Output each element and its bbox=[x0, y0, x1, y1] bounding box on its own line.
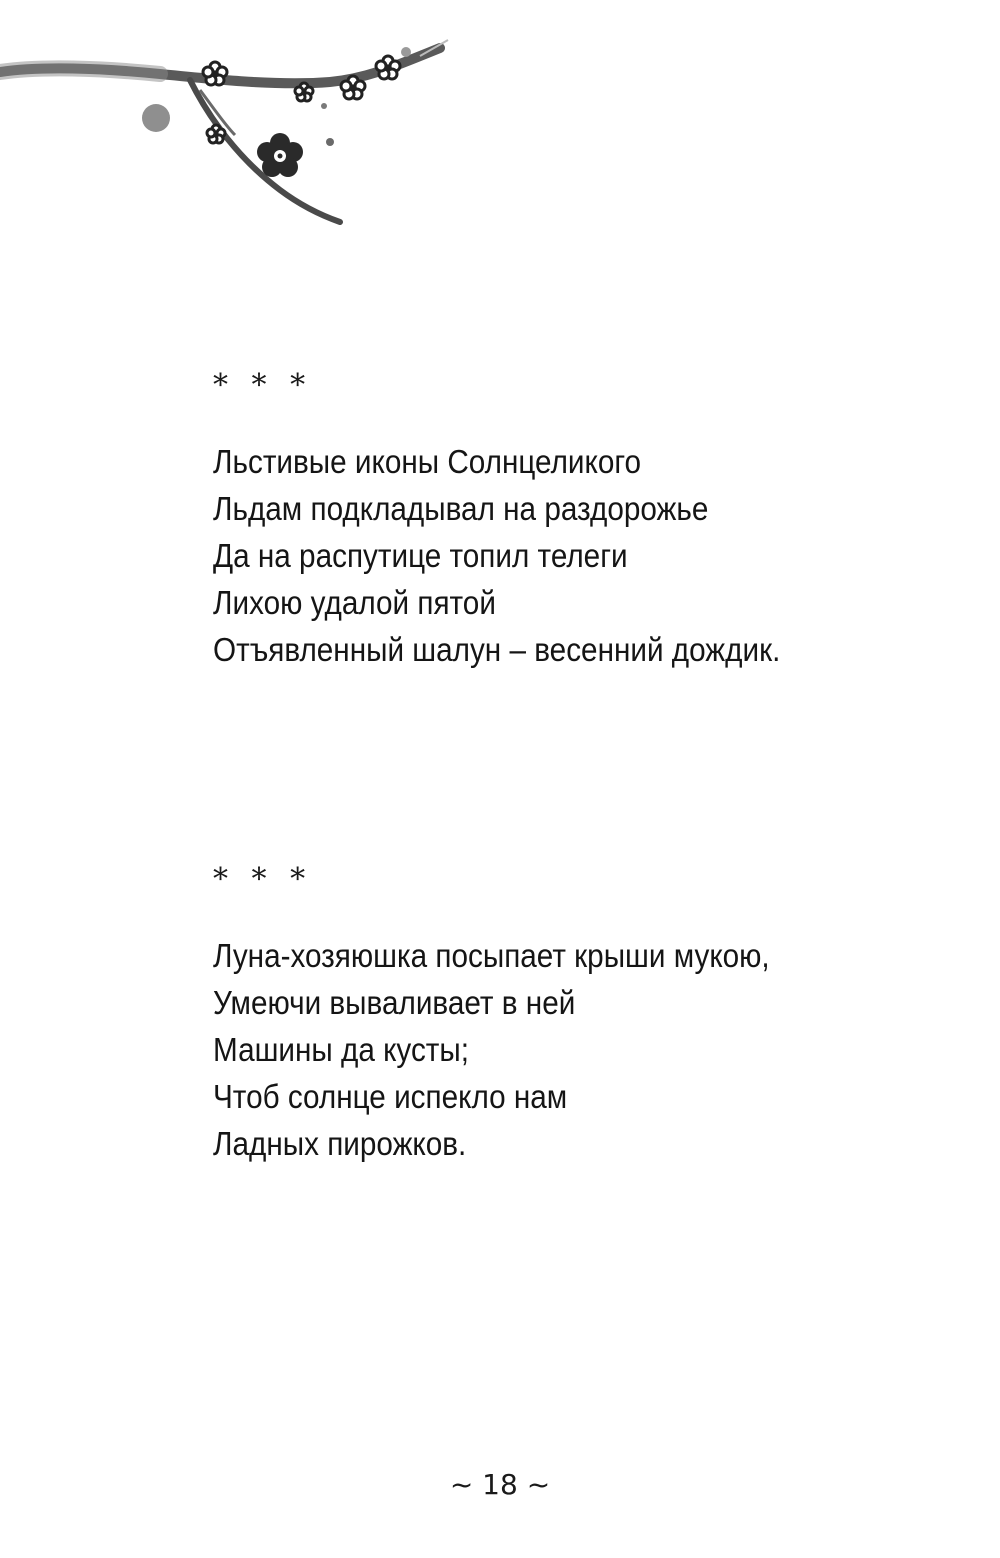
poem-1 bbox=[213, 368, 843, 673]
cherry-blossom-branch-icon bbox=[0, 0, 460, 240]
poem-line: Льдам подкладывал на раздорожье bbox=[213, 490, 709, 527]
poem-line: Ладных пирожков. bbox=[213, 1125, 467, 1162]
stanza-separator: * * * bbox=[213, 862, 306, 897]
poem-2 bbox=[213, 862, 832, 1167]
page-number: ~ 18 ~ bbox=[449, 1468, 551, 1501]
poem-line: Да на распутице топил телеги bbox=[213, 537, 628, 574]
stanza-separator: * * * bbox=[213, 368, 306, 403]
poem-line: Луна-хозяюшка посыпает крыши мукою, bbox=[213, 937, 770, 974]
poem-line: Льстивые иконы Солнцеликого bbox=[213, 443, 642, 480]
poem-line: Умеючи вываливает в ней bbox=[213, 984, 576, 1021]
poem-line: Чтоб солнце испекло нам bbox=[213, 1078, 568, 1115]
poem-line: Отъявленный шалун – весенний дождик. bbox=[213, 631, 781, 668]
poem-line: Лихою удалой пятой bbox=[213, 584, 496, 621]
poem-line: Машины да кусты; bbox=[213, 1031, 470, 1068]
